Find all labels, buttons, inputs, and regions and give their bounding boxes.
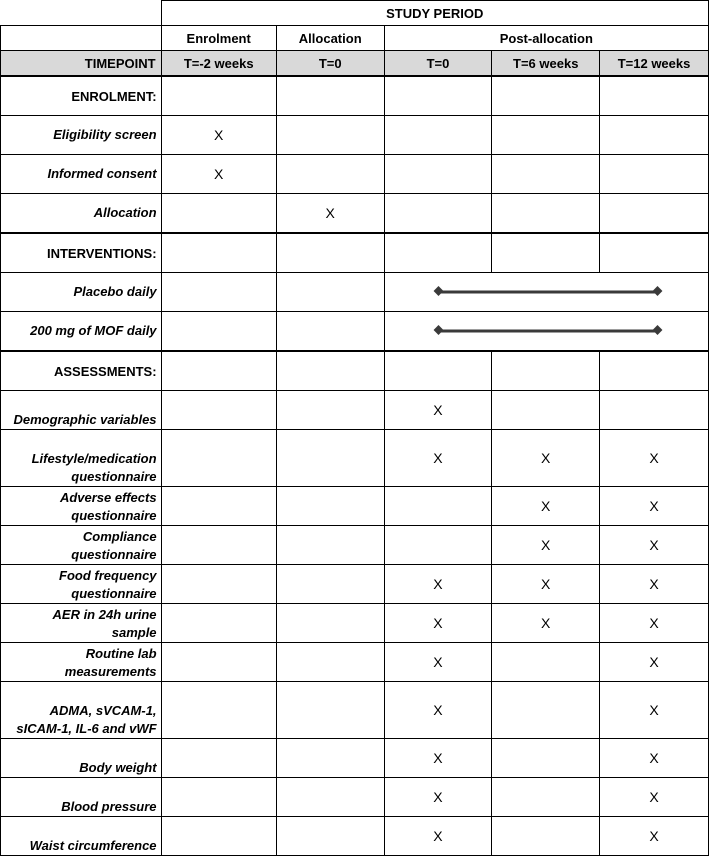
row-label: Informed consent [1,155,162,194]
timepoint-1: T=0 [276,51,384,77]
mark-cell: X [600,430,709,487]
mark-cell [276,817,384,856]
table-row [1,391,709,430]
row-label: 200 mg of MOF daily [1,312,162,352]
timeline-end-marker [653,325,663,335]
row-label: Eligibility screen [1,116,162,155]
mark-cell: X [384,817,492,856]
table-row [1,430,709,487]
mark-cell: X [600,739,709,778]
timepoint-label: TIMEPOINT [1,51,162,77]
mark-cell: X [600,682,709,739]
section-row-enrolment [1,76,709,116]
mark-cell [161,565,276,604]
mark-cell [384,487,492,526]
mark-cell [161,778,276,817]
mark-cell: X [384,391,492,430]
mark-cell [161,604,276,643]
mark-cell [276,565,384,604]
mark-cell [276,391,384,430]
mark-cell: X [600,487,709,526]
phase-allocation: Allocation [276,26,384,51]
timepoint-0: T=-2 weeks [161,51,276,77]
mark-cell [276,739,384,778]
table-row [1,739,709,778]
phase-enrolment: Enrolment [161,26,276,51]
mark-cell: X [384,643,492,682]
mark-cell: X [384,430,492,487]
assessment-rows [1,391,709,856]
mark-cell [161,526,276,565]
table-row [1,526,709,565]
section-row-assessments [1,351,709,391]
table-row [1,565,709,604]
timeline-bar [438,330,658,333]
table-row [1,643,709,682]
mark-cell [276,487,384,526]
phase-header-row [1,26,709,51]
timeline-start-marker [433,286,443,296]
mark-cell [384,116,492,155]
mark-cell [492,739,600,778]
timepoint-2: T=0 [384,51,492,77]
mark-cell: X [384,739,492,778]
mark-cell: X [600,817,709,856]
intervention-timeline-placebo [384,273,708,312]
section-title-interventions: INTERVENTIONS: [1,233,162,273]
mark-cell [384,155,492,194]
row-label: Demographic variables [1,391,162,430]
timepoint-header-row [1,51,709,77]
mark-cell [384,526,492,565]
row-label: Lifestyle/medication questionnaire [1,430,162,487]
table-row [1,817,709,856]
mark-cell [492,778,600,817]
study-period-header-row [1,1,709,26]
table-row [1,312,709,352]
timeline-bar [438,291,658,294]
study-period-title: STUDY PERIOD [161,1,708,26]
mark-cell [492,391,600,430]
mark-cell [161,643,276,682]
mark-cell [276,682,384,739]
section-title-assessments: ASSESSMENTS: [1,351,162,391]
mark-cell [276,526,384,565]
mark-cell [161,391,276,430]
mark-cell [276,155,384,194]
table-row [1,778,709,817]
mark-cell [384,194,492,234]
corner-blank [1,1,162,26]
phase-post-allocation: Post-allocation [384,26,708,51]
row-label: Food frequency questionnaire [1,565,162,604]
mark-cell [276,116,384,155]
table-row [1,194,709,234]
mark-cell: X [492,487,600,526]
mark-cell: X [161,155,276,194]
mark-cell: X [600,565,709,604]
mark-cell: X [384,604,492,643]
mark-cell [161,682,276,739]
mark-cell [600,155,709,194]
mark-cell [600,194,709,234]
row-label: Waist circumference [1,817,162,856]
mark-cell: X [492,526,600,565]
row-label: Routine lab measurements [1,643,162,682]
mark-cell [492,817,600,856]
mark-cell [492,155,600,194]
table-row [1,604,709,643]
mark-cell [276,430,384,487]
mark-cell [600,391,709,430]
mark-cell: X [492,565,600,604]
mark-cell [276,643,384,682]
timepoint-4: T=12 weeks [600,51,709,77]
row-label: Adverse effects questionnaire [1,487,162,526]
mark-cell: X [384,682,492,739]
section-row-interventions [1,233,709,273]
table-row [1,116,709,155]
row-label: Placebo daily [1,273,162,312]
row-label: Body weight [1,739,162,778]
row-label: Allocation [1,194,162,234]
row-label: ADMA, sVCAM-1, sICAM-1, IL-6 and vWF [1,682,162,739]
mark-cell: X [600,604,709,643]
mark-cell: X [384,565,492,604]
mark-cell [161,817,276,856]
mark-cell [276,778,384,817]
mark-cell: X [161,116,276,155]
mark-cell [276,604,384,643]
mark-cell: X [600,643,709,682]
timepoint-3: T=6 weeks [492,51,600,77]
row-label: Blood pressure [1,778,162,817]
row-label: Compliance questionnaire [1,526,162,565]
section-title-enrolment: ENROLMENT: [1,76,162,116]
mark-cell: X [492,604,600,643]
mark-cell: X [276,194,384,234]
table-row [1,273,709,312]
row-label: AER in 24h urine sample [1,604,162,643]
intervention-timeline-mof [384,312,708,352]
phase-blank [1,26,162,51]
timeline-end-marker [653,286,663,296]
timeline-start-marker [433,325,443,335]
mark-cell [161,487,276,526]
mark-cell [161,430,276,487]
mark-cell [161,739,276,778]
mark-cell: X [600,526,709,565]
mark-cell [492,194,600,234]
mark-cell [492,682,600,739]
mark-cell [161,194,276,234]
table-row [1,155,709,194]
mark-cell [600,116,709,155]
mark-cell [492,643,600,682]
table-row [1,487,709,526]
mark-cell: X [492,430,600,487]
mark-cell: X [384,778,492,817]
table-row [1,682,709,739]
mark-cell: X [600,778,709,817]
mark-cell [492,116,600,155]
